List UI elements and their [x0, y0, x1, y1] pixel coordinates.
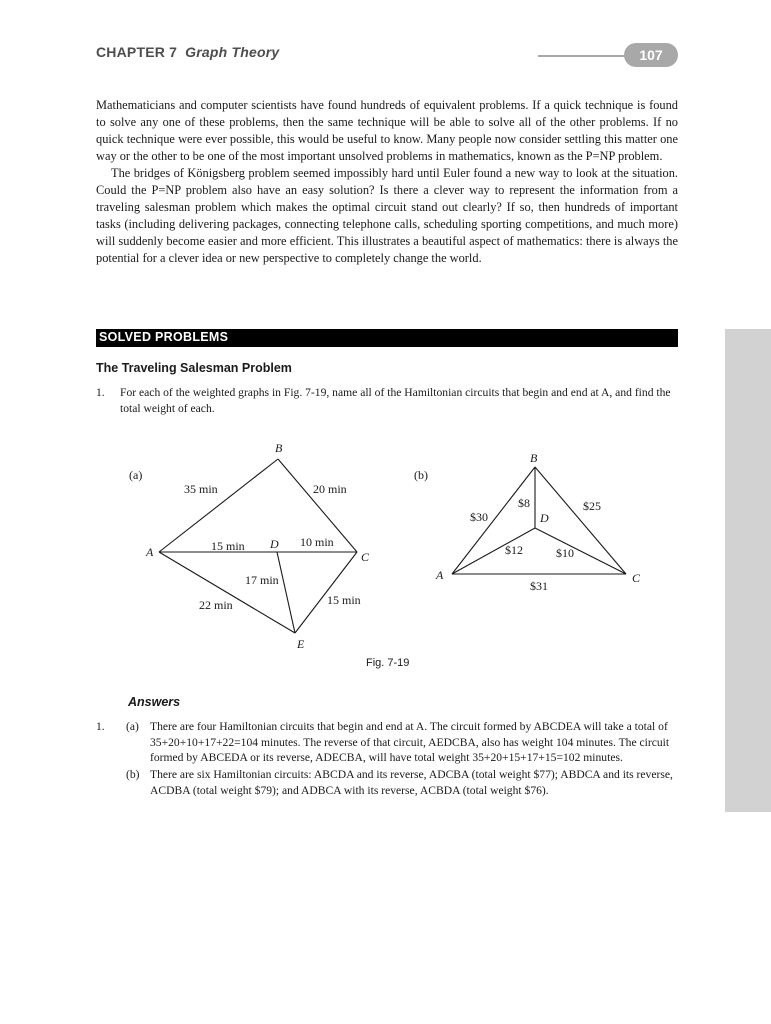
weight-b-bc: $25	[583, 499, 601, 513]
vertex-b-d: D	[540, 511, 549, 525]
weight-a-ae: 22 min	[199, 598, 233, 612]
graph-a-labels	[129, 441, 370, 651]
weight-a-ce: 15 min	[327, 593, 361, 607]
section-title: SOLVED PROBLEMS	[99, 330, 229, 344]
answer-label: (a)	[126, 720, 139, 733]
vertex-a-a: A	[146, 545, 154, 559]
vertex-a-d: D	[270, 537, 279, 551]
answer-text: There are four Hamiltonian circuits that begin and end at A. The circuit formed by ABCDEA will take a total of 35+20+10+17+22=104 minutes. The reverse of that circuit, AEDCBA, also has weight 104 minutes. The circuit formed by ABCEDA or its reverse, ADECBA, will have total weight 35+20+15+17+15=102 minutes.	[150, 720, 670, 765]
weight-b-bd: $8	[518, 496, 530, 510]
page-number: 107	[624, 43, 678, 67]
vertex-a-b: B	[275, 441, 283, 455]
vertex-b-c: C	[632, 571, 641, 585]
paragraph: Mathematicians and computer scientists have found hundreds of equivalent problems. If a quick technique is found to solve any one of these problems, then the same technique will be able to solve all of the other problems. If no quick technique were ever possible, this would be useful to know. Many people now consider settling this matter one way or the other to be one of the most important unsolved problems in mathematics, known as the P=NP problem.	[96, 98, 678, 163]
vertex-a-e: E	[297, 637, 305, 651]
subheading: The Traveling Salesman Problem	[96, 361, 292, 375]
chapter-title: Graph Theory	[185, 44, 280, 60]
weight-b-ab: $30	[470, 510, 488, 524]
weight-a-dc: 10 min	[300, 535, 334, 549]
edge-a-de	[277, 552, 295, 633]
weight-b-dc: $10	[556, 546, 574, 560]
chapter-number: CHAPTER 7	[96, 44, 178, 60]
edge-a-ae	[159, 552, 295, 633]
weight-a-ab: 35 min	[184, 482, 218, 496]
problem-number: 1.	[96, 386, 105, 399]
answers-heading: Answers	[128, 695, 181, 709]
vertex-b-a: A	[436, 568, 444, 582]
edge-b-ab	[452, 467, 535, 574]
answer-label: (b)	[126, 768, 140, 782]
problem-text: For each of the weighted graphs in Fig. 7-19, name all of the Hamiltonian circuits that begin and end at A, and find the total weight of each.	[120, 386, 671, 415]
answer-item	[126, 767, 678, 798]
vertex-a-c: C	[361, 550, 370, 564]
edge-b-dc	[535, 528, 626, 574]
figure-caption: Fig. 7-19	[366, 657, 410, 669]
weight-a-ad: 15 min	[211, 539, 245, 553]
answer-number: 1.	[96, 720, 105, 733]
weight-a-bc: 20 min	[313, 482, 347, 496]
answer-text: There are six Hamiltonian circuits: ABCDA and its reverse, ADCBA (total weight $77); ABDCA and its reverse, ACDBA (total weight $79); and ADBCA with its reverse, ACBDA (total weight $76).	[150, 768, 673, 797]
graph-a-label: (a)	[129, 468, 143, 482]
paragraph: The bridges of Königsberg problem seemed impossibly hard until Euler found a new way to look at the situation. Could the P=NP problem also have an easy solution? Is there a clever way to represent the information from a traveling salesman problem which makes the optimal circuit stand out clearly? If so, then hundreds of important tasks (including delivering packages, connecting telephone calls, scheduling sporting competitions, and much more) will suddenly become easier and more efficient. This illustrates a beautiful aspect of mathematics: there is always the potential for a clever idea or new perspective to completely change the world.	[96, 166, 678, 265]
answer-item	[126, 719, 678, 766]
weight-b-ac: $31	[530, 579, 548, 593]
weight-b-ad: $12	[505, 543, 523, 557]
weight-a-be: 17 min	[245, 573, 279, 587]
vertex-b-b: B	[530, 451, 538, 465]
graph-b-label: (b)	[414, 468, 428, 482]
answers	[96, 719, 678, 799]
graph-b-labels	[414, 451, 641, 593]
